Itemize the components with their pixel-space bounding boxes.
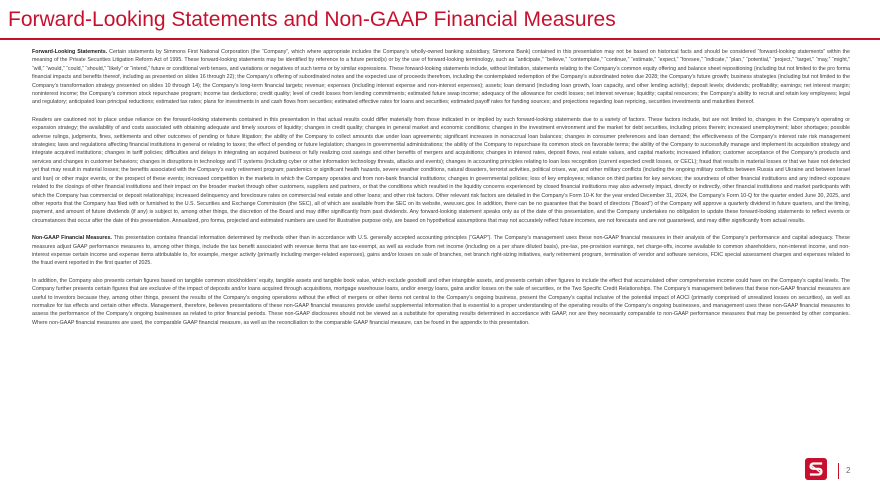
page-number: 2 bbox=[846, 466, 851, 475]
simmons-s-logo-icon bbox=[805, 458, 827, 480]
additional-measures-paragraph: In addition, the Company also presents certain figures based on tangible common stockholders’ equity, tangible assets and tangible book value, which exclude goodwill and other intangible assets, and presents certain other figures to include the effect that accumulated other comprehensive income could have on the Company’s capital levels. The Company further presents certain figures that are exclusive of the impact of deposits and/or loans acquired through acquisitions, mortgage warehouse loans, and/or energy loans, gains and/or losses on the sale of securities, or the Two Specific Credit Relationships. The Company’s management believes that these non-GAAP financial measures are useful to investors because they, among other things, present the results of the Company’s ongoing operations without the effect of mergers or other items not central to the Company’s ongoing business, present the Company’s capital inclusive of the potential impact of AOCI (primarily comprised of unrealized losses on securities), as well as normalize for tax effects and certain other effects. Management, therefore, believes presentations of these non-GAAP financial measures provide useful supplemental information that is essential to a proper understanding of the operating results of the Company’s ongoing businesses, and management uses these non-GAAP financial measures to assess the performance of the Company’s ongoing businesses as related to prior financial periods. These non-GAAP disclosures should not be viewed as a substitute for operating results determined in accordance with GAAP, nor are they necessarily comparable to non-GAAP performance measures that may be presented by other companies. Where non-GAAP financial measures are used, the comparable GAAP financial measure, as well as the reconciliation to the comparable GAAP financial measure, can be found in the appendix to this presentation. bbox=[32, 277, 850, 326]
footer-divider bbox=[838, 463, 839, 479]
forward-looking-paragraph bbox=[32, 48, 850, 107]
forward-looking-text: Certain statements by Simmons First National Corporation (the “Company”, which where appropriate includes the Company’s wholly-owned banking subsidiary, Simmons Bank) contained in this presentation may not be based on historical facts and should be considered “forward-looking statements” within the meaning of the Private Securities Litigation Reform Act of 1995. These forward-looking statements may be identified by reference to a future period(s) or by the use of forward-looking terminology, such as “anticipate,” “believe,” “contemplate,” “continue,” “estimate,” “expect,” “foresee,” “indicate,” “plan,” “potential,” “project,” “target,” “may,” “might,” “will,” “would,” “could,” “should,” “likely” or “intend,” future or conditional verb tenses, and variations or negatives of such terms or by similar expressions. These forward-looking statements include, without limitation, statements relating to the Company’s common equity offering and balance sheet repositioning (including but not limited to the pro forma financial impacts and benefits thereof, including as presented on slides 16 through 22); the Company’s offering of subordinated notes and the expected use of proceeds therefrom, including the contemplated redemption of the Company’s subordinated notes due 2028; the Company’s future growth; business strategies (including but not limited to the Company’s transformation strategy presented on slides 10 through 14); the Company’s long-term financial targets; revenue; expenses (including interest expense and non-interest expenses); assets; loan demand (including loan growth, loan capacity, and other lending activity); deposit levels; dividends; profitability; earnings; net interest margin; noninterest income; the Company’s common stock repurchase program; income tax deductions; credit quality; level of credit losses from lending commitments; estimated future swap income; adequacy of the allowance for credit losses; net interest revenue; liquidity; capital resources; the Company’s ability to recruit and retain key employees; legal and regulatory; anticipated loan principal reductions; estimated tax rates; plans for investments in and cash flows from securities; estimated effective rates for loans and securities; estimated payoff rates for funding sources; and projections regarding loan repricing, securities investments and maturities thereof. bbox=[32, 49, 850, 106]
forward-looking-heading: Forward-Looking Statements. bbox=[32, 49, 108, 55]
disclaimer-content bbox=[32, 48, 850, 336]
risk-factors-paragraph: Readers are cautioned not to place undue reliance on the forward-looking statements contained in this presentation in that actual results could differ materially from those indicated in or implied by such forward-looking statements due to a variety of factors. These factors include, but are not limited to, changes in the Company’s operating or expansion strategy; the availability of and costs associated with obtaining adequate and timely sources of liquidity; changes in credit quality; changes in general market and economic conditions; changes in the investment environment and the market for debt securities, including prices therein; increased unemployment; labor shortages; possible adverse rulings, judgments, fines, settlements and other outcomes of pending or future litigation; the ability of the Company to collect amounts due under loan agreements; significant increases in nonaccrual loan balances; changes in consumer preferences and loan demand; the effectiveness of the Company’s interest rate risk management strategies; laws and regulations affecting financial institutions in general or relating to taxes; the effect of pending or future legislation; changes in governmental administrations; the ability of the Company to repurchase its common stock on favorable terms; the ability of the Company to successfully manage and implement its acquisition strategy and integrate acquired institutions; changes in tariff policies; difficulties and delays in integrating an acquired business or fully realizing cost savings and other benefits of mergers and acquisitions; changes in interest rates, deposit flows, real estate values, and capital markets; increased inflation; customer acceptance of the Company’s products and services and changes in customer behaviors; changes in disruptions in technology and IT systems (including cyber or other information technology threats, attacks and events); changes in accounting principles relating to loan loss recognition (current expected credit losses, or CECL); fraud that results in material losses or that we have not detected yet that may result in material losses; the benefits associated with the Company’s early retirement program; pandemics or significant health hazards, severe weather conditions, natural disasters, terrorist activities, political crises, war, and other military conflicts (including the ongoing military conflicts between Russia and Ukraine and between Israel and Iran) or other major events, or the prospect of these events; increased competition in the markets in which the Company operates and from non-bank financial institutions; changes in governmental policies; loss of key employees; reliance on third parties for key services; the soundness of other financial institutions and any indirect exposure related to the closings of other financial institutions and their impact on the broader market through other customers, suppliers and partners, or that the conditions which resulted in the liquidity concerns experienced by closed financial institutions may also adversely impact, directly or indirectly, other financial institutions and market participants with which the Company has commercial or deposit relationships; increased delinquency and foreclosure rates on commercial real estate and other loans; and other risk factors. Other relevant risk factors are detailed in the Company’s Form 10-K for the year ended December 31, 2024, the Company’s Form 10-Q for the quarter ended June 30, 2025, and other reports that the Company has filed with or furnished to the U.S. Securities and Exchange Commission (the SEC), all of which are available from the SEC on its website, www.sec.gov. In addition, there can be no guarantee that the board of directors (“Board”) of the Company will approve a quarterly dividend in future quarters, and the timing, payment, and amount of future dividends (if any) is subject to, among other things, the discretion of the Board and may differ significantly from past dividends. Any forward-looking statement speaks only as of the date of this presentation, and the Company undertakes no obligation to update these forward-looking statements to reflect events or circumstances that occur after the date of this presentation. Annualized, pro forma, projected and estimated numbers are used for illustrative purpose only, are based on hypothetical assumptions that may not accurately reflect future incomes, are not forecasts and are not guaranteed, and may differ significantly from actual results. bbox=[32, 116, 850, 224]
non-gaap-text: This presentation contains financial information determined by methods other than in accordance with U.S. generally accepted accounting principles (“GAAP”). The Company’s management uses these non-GAAP financial measures in their analysis of the Company’s performance and capital adequacy. These measures adjust GAAP performance measures to, among other things, include the tax benefit associated with revenue items that are tax-exempt, as well as exclude from net income (including on a per share diluted basis), pre-tax, pre-provision earnings, net charge-offs, income available to common shareholders, non-interest income, and non-interest expense certain income and expense items attributable to, for example, merger activity (primarily including merger-related expenses), gains and/or losses on sale of branches, net branch right-sizing initiatives, early retirement program, termination of vendor and software services, FDIC special assessment charges and expenses related to the fraud event reported in the first quarter of 2025. bbox=[32, 235, 850, 267]
page-title: Forward-Looking Statements and Non-GAAP Financial Measures bbox=[8, 8, 616, 31]
title-underline bbox=[0, 38, 880, 40]
non-gaap-heading: Non-GAAP Financial Measures. bbox=[32, 235, 112, 242]
non-gaap-paragraph bbox=[32, 234, 850, 268]
